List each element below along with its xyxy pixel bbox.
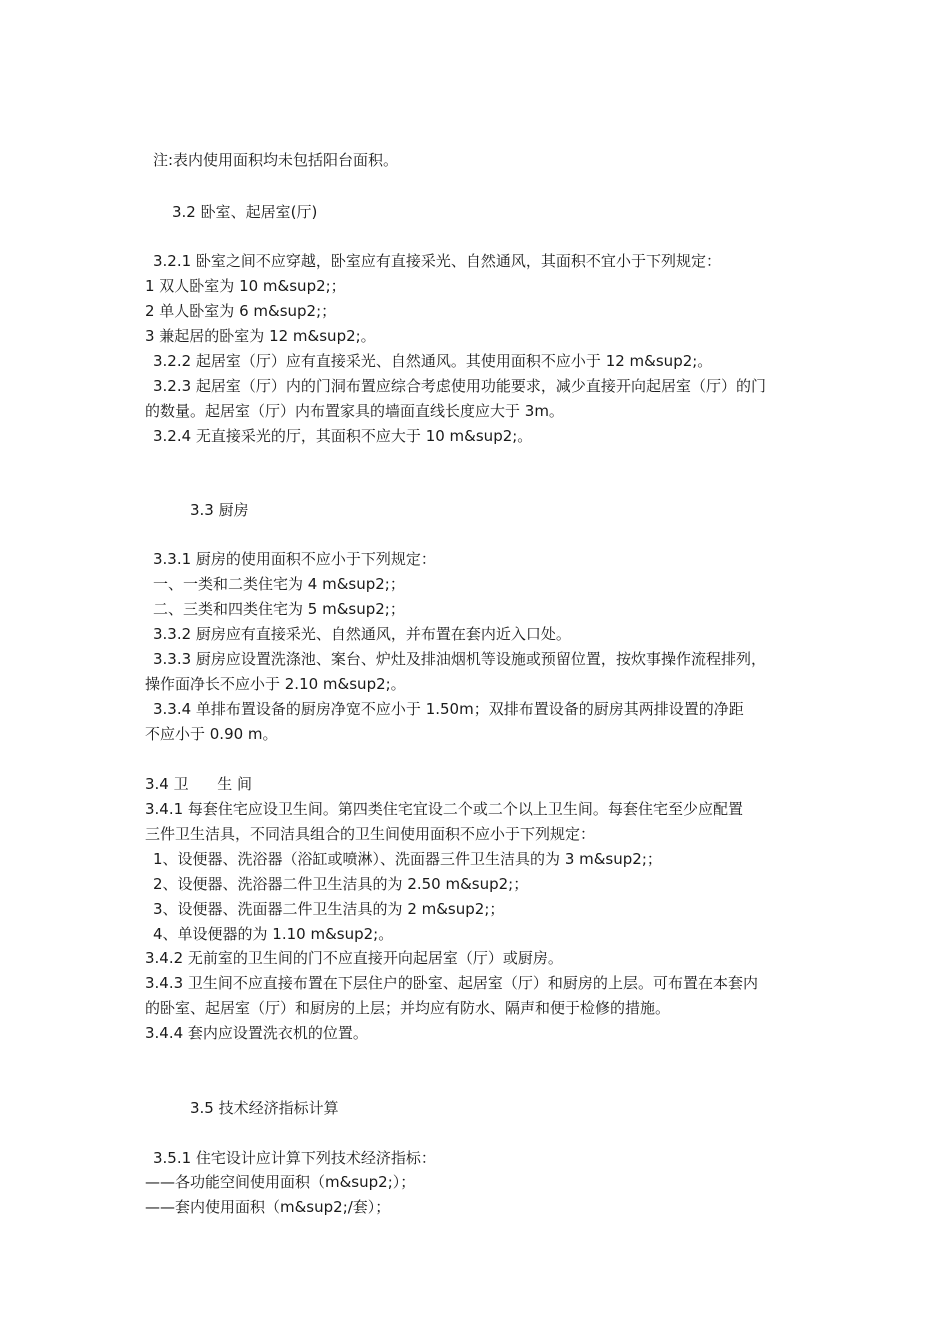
list-item: 二、三类和四类住宅为 5 m&sup2;； xyxy=(153,600,405,618)
table-note: 注:表内使用面积均未包括阳台面积。 xyxy=(153,151,399,169)
list-item: 3、设便器、洗面器二件卫生洁具的为 2 m&sup2;； xyxy=(153,900,505,918)
paragraph-3-4-4: 3.4.4 套内应设置洗衣机的位置。 xyxy=(145,1024,368,1042)
list-item: 一、一类和二类住宅为 4 m&sup2;； xyxy=(153,575,405,593)
paragraph-3-2-4: 3.2.4 无直接采光的厅，其面积不应大于 10 m&sup2;。 xyxy=(153,427,533,445)
section-heading-3-4: 3.4 卫 生 间 xyxy=(145,775,252,793)
paragraph-3-4-2: 3.4.2 无前室的卫生间的门不应直接开向起居室（厅）或厨房。 xyxy=(145,949,563,967)
list-item: 3 兼起居的卧室为 12 m&sup2;。 xyxy=(145,327,376,345)
paragraph-3-3-4: 3.3.4 单排布置设备的厨房净宽不应小于 1.50m；双排布置设备的厨房其两排设置的净距 xyxy=(153,700,744,718)
paragraph-3-3-1: 3.3.1 厨房的使用面积不应小于下列规定： xyxy=(153,550,436,568)
list-item: ——各功能空间使用面积（m&sup2;）； xyxy=(145,1173,416,1191)
paragraph-3-3-3: 3.3.3 厨房应设置洗涤池、案台、炉灶及排油烟机等设施或预留位置，按炊事操作流程排列， xyxy=(153,650,766,668)
list-item: 2 单人卧室为 6 m&sup2;； xyxy=(145,302,337,320)
paragraph-3-3-3-cont: 操作面净长不应小于 2.10 m&sup2;。 xyxy=(145,675,406,693)
list-item: 1、设便器、洗浴器（浴缸或喷淋）、洗面器三件卫生洁具的为 3 m&sup2;； xyxy=(153,850,662,868)
section-heading-3-2: 3.2 卧室、起居室(厅) xyxy=(172,203,318,221)
paragraph-3-2-3: 3.2.3 起居室（厅）内的门洞布置应综合考虑使用功能要求，减少直接开向起居室（厅）的门 xyxy=(153,377,766,395)
paragraph-3-2-3-cont: 的数量。起居室（厅）内布置家具的墙面直线长度应大于 3m。 xyxy=(145,402,564,420)
paragraph-3-2-2: 3.2.2 起居室（厅）应有直接采光、自然通风。其使用面积不应小于 12 m&sup2;。 xyxy=(153,352,713,370)
paragraph-3-2-1: 3.2.1 卧室之间不应穿越，卧室应有直接采光、自然通风，其面积不宜小于下列规定： xyxy=(153,252,721,270)
list-item: 4、单设便器的为 1.10 m&sup2;。 xyxy=(153,925,394,943)
paragraph-3-3-4-cont: 不应小于 0.90 m。 xyxy=(145,725,278,743)
list-item: 2、设便器、洗浴器二件卫生洁具的为 2.50 m&sup2;； xyxy=(153,875,529,893)
list-item: 1 双人卧室为 10 m&sup2;； xyxy=(145,277,346,295)
paragraph-3-4-3: 3.4.3 卫生间不应直接布置在下层住户的卧室、起居室（厅）和厨房的上层。可布置在本套内 xyxy=(145,974,758,992)
section-heading-3-3: 3.3 厨房 xyxy=(190,501,249,519)
paragraph-3-4-1-cont: 三件卫生洁具，不同洁具组合的卫生间使用面积不应小于下列规定： xyxy=(145,825,596,843)
section-heading-3-5: 3.5 技术经济指标计算 xyxy=(190,1099,339,1117)
paragraph-3-5-1: 3.5.1 住宅设计应计算下列技术经济指标： xyxy=(153,1149,436,1167)
list-item: ——套内使用面积（m&sup2;/套）； xyxy=(145,1198,391,1216)
paragraph-3-4-1: 3.4.1 每套住宅应设卫生间。第四类住宅宜设二个或二个以上卫生间。每套住宅至少应配置 xyxy=(145,800,743,818)
paragraph-3-4-3-cont: 的卧室、起居室（厅）和厨房的上层；并均应有防水、隔声和便于检修的措施。 xyxy=(145,999,671,1017)
paragraph-3-3-2: 3.3.2 厨房应有直接采光、自然通风，并布置在套内近入口处。 xyxy=(153,625,571,643)
